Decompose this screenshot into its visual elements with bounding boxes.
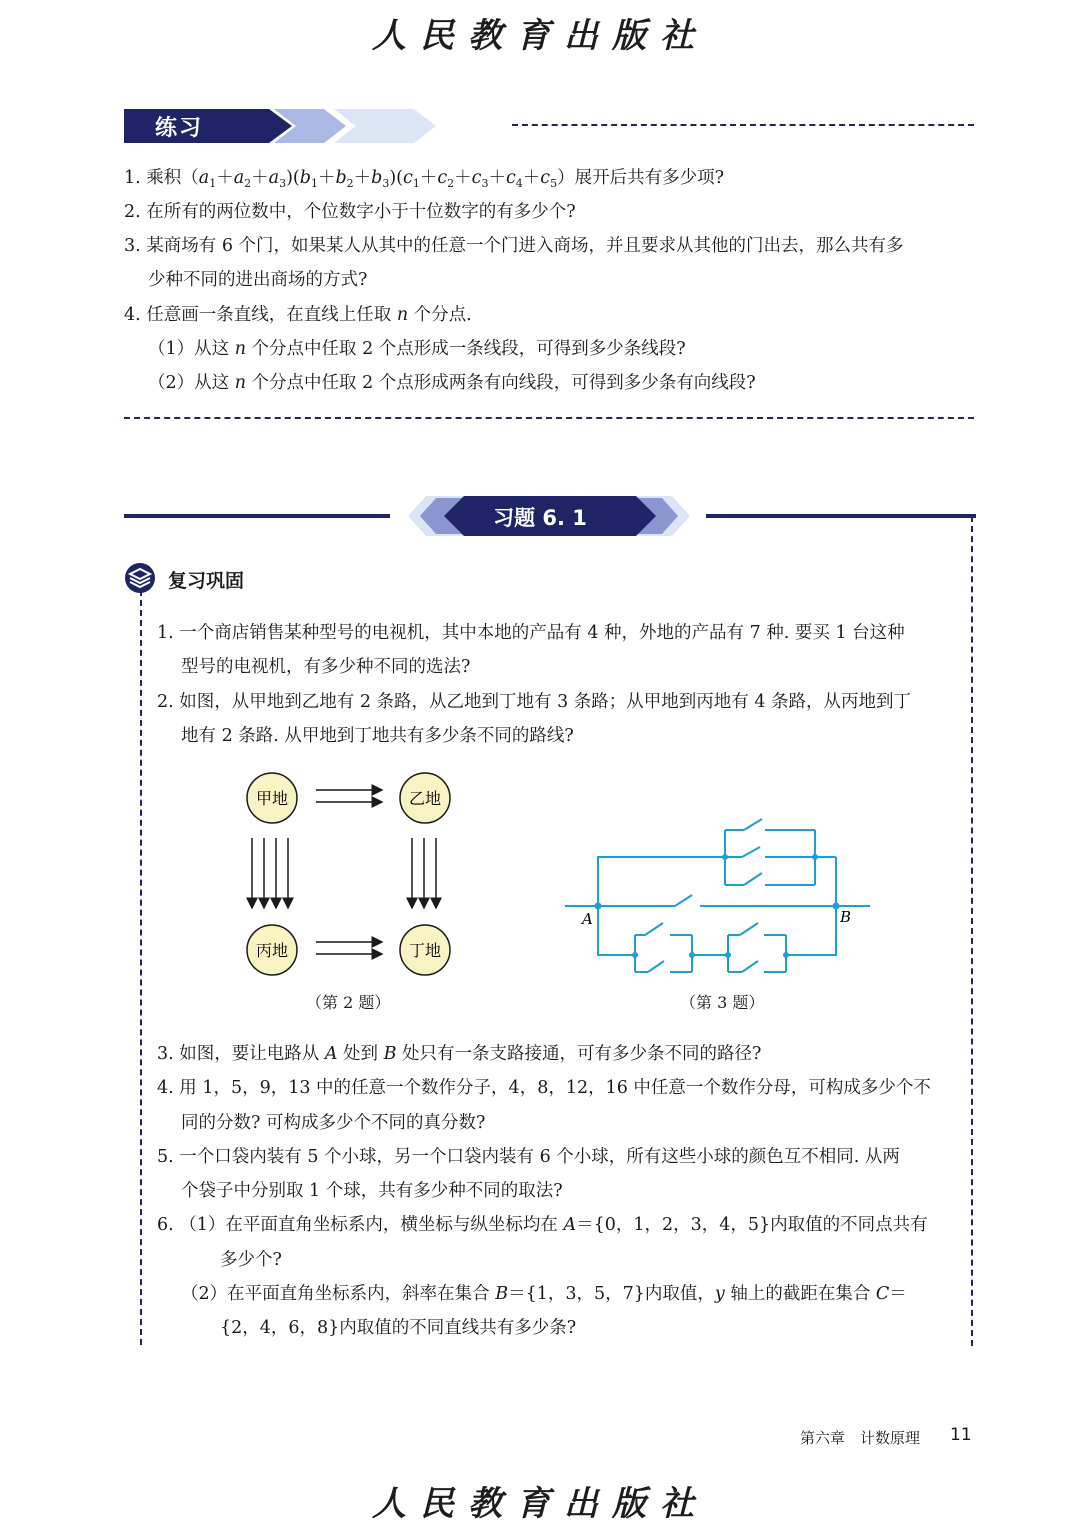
circuit-diagram (560, 815, 875, 980)
exercise-title: 习题 6. 1 (493, 506, 587, 530)
practice-q1: 1. 乘积$(a_1+a_2+a_3)(b_1+b_2+b_3)(c_1+c_2+c_3+c_4+c_5)$展开后共有多少项? (124, 168, 724, 190)
exercise-p4-line2: 同的分数? 可构成多少个不同的真分数? (181, 1113, 486, 1133)
circuit-label-b: B (840, 908, 852, 926)
junction-dot (833, 903, 840, 910)
junction-dot (689, 952, 695, 958)
junction-dot (783, 952, 789, 958)
switch (742, 961, 758, 972)
exercise-p5-line1: 5. 一个口袋内装有 5 个小球，另一个口袋内装有 6 个小球，所有这些小球的颜色互不相同. 从两 (157, 1147, 900, 1167)
exercise-p6-1: 6. （1）在平面直角坐标系内，横坐标与纵坐标均在 A＝{0，1，2，3，4，5}内取值的不同点共有 (157, 1215, 928, 1235)
route-diagram (236, 768, 466, 978)
switch (675, 895, 692, 906)
exercise-p6-2-line2: {2，4，6，8}内取值的不同直线共有多少条? (220, 1318, 577, 1338)
junction-dot (725, 952, 731, 958)
junction-dot (722, 854, 728, 860)
publisher-logo-top: 人民教育出版社 (372, 16, 708, 56)
exercise-p6-2: （2）在平面直角坐标系内，斜率在集合 B＝{1，3，5，7}内取值，y 轴上的截距在集合 C＝ (181, 1284, 907, 1304)
practice-q4: 4. 任意画一条直线，在直线上任取 n 个分点. (124, 305, 472, 325)
exercise-p4-line1: 4. 用 1，5，9，13 中的任意一个数作分子，4，8，12，16 中任意一个数作分母，可构成多少个不 (157, 1078, 931, 1098)
circuit-label-a: A (582, 910, 593, 928)
practice-q4-2: （2）从这 n 个分点中任取 2 个点形成两条有向线段，可得到多少条有向线段? (148, 373, 756, 393)
divider-top (512, 124, 974, 126)
page-number: 11 (950, 1425, 972, 1445)
junction-dot (812, 854, 818, 860)
node-bing-label: 丙地 (255, 941, 289, 960)
review-heading: 复习巩固 (168, 570, 245, 592)
practice-q4-1: （1）从这 n 个分点中任取 2 个点形成一条线段，可得到多少条线段? (148, 339, 686, 359)
junction-dot (632, 952, 638, 958)
switch (744, 819, 762, 830)
fig3-caption: （第 3 题） (680, 993, 765, 1012)
exercise-p2-line1: 2. 如图，从甲地到乙地有 2 条路，从乙地到丁地有 3 条路；从甲地到丙地有 4 条路，从丙地到丁 (157, 692, 912, 712)
practice-q2: 2. 在所有的两位数中，个位数字小于十位数字的有多少个? (124, 202, 576, 222)
exercise-p2-line2: 地有 2 条路. 从甲地到丁地共有多少条不同的路线? (181, 726, 574, 746)
switch (742, 847, 760, 857)
practice-heading: 练习 (155, 116, 204, 141)
exercise-p1-line1: 1. 一个商店销售某种型号的电视机，其中本地的产品有 4 种，外地的产品有 7 种. 要买 1 台这种 (157, 623, 905, 643)
node-ding-label: 丁地 (408, 941, 442, 960)
exercise-p5-line2: 个袋子中分别取 1 个球，共有多少种不同的取法? (181, 1181, 563, 1201)
node-jia-label: 甲地 (255, 789, 289, 808)
node-yi-label: 乙地 (408, 789, 442, 808)
exercise-p6-1-line2: 多少个? (220, 1250, 282, 1270)
practice-q3-line1: 3. 某商场有 6 个门，如果某人从其中的任意一个门进入商场，并且要求从其他的门出去，那么共有多 (124, 236, 904, 256)
fig2-caption: （第 2 题） (306, 993, 391, 1012)
footer-chapter: 第六章 计数原理 (800, 1429, 921, 1447)
switch (645, 923, 663, 935)
divider-bottom (124, 417, 974, 419)
junction-dot (595, 903, 602, 910)
practice-q3-line2: 少种不同的进出商场的方式? (148, 270, 368, 290)
switch (648, 961, 664, 972)
exercise-p3: 3. 如图，要让电路从 A 处到 B 处只有一条支路接通，可有多少条不同的路径? (157, 1044, 762, 1064)
layers-icon (124, 562, 156, 594)
publisher-logo-bottom: 人民教育出版社 (372, 1484, 708, 1524)
frame-right-border (971, 516, 973, 1346)
exercise-p1-line2: 型号的电视机，有多少种不同的选法? (181, 657, 471, 677)
switch (744, 873, 762, 885)
frame-left-border (140, 590, 142, 1345)
switch (740, 923, 758, 935)
